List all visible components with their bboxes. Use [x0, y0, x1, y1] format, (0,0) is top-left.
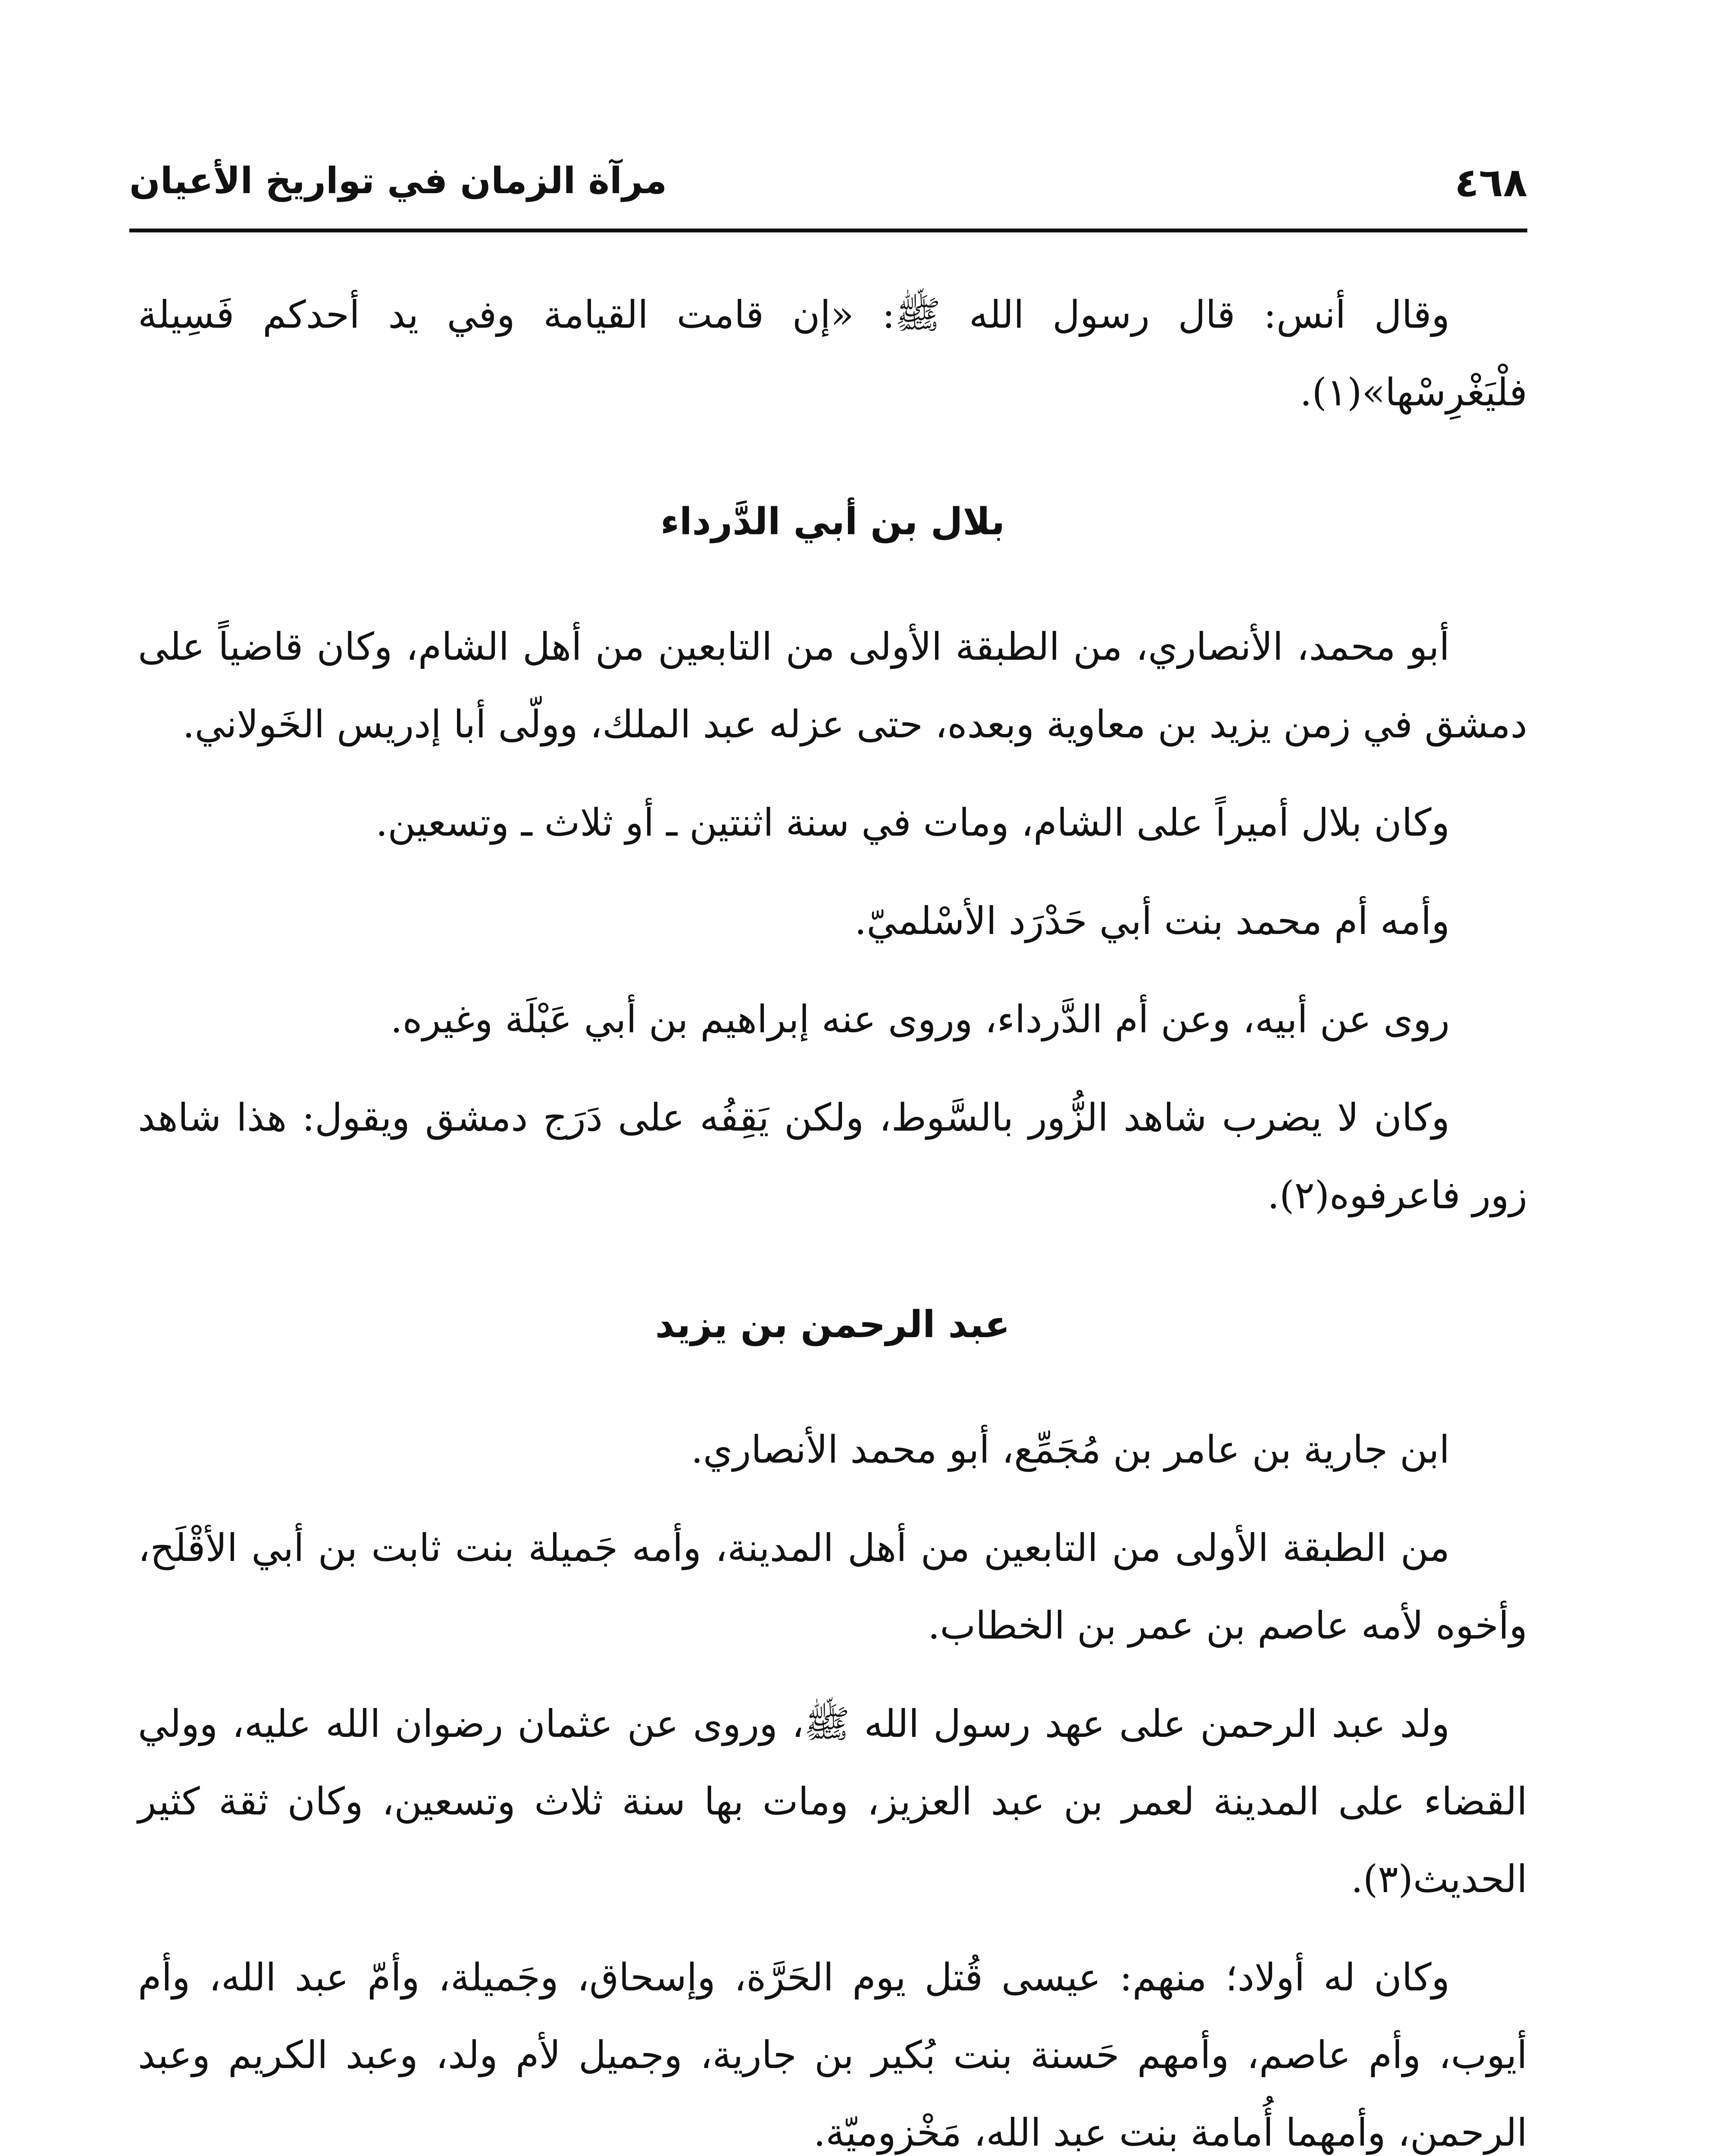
running-title: مرآة الزمان في تواريخ الأعيان [129, 160, 667, 202]
paragraph: ابن جارية بن عامر بن مُجَمِّع، أبو محمد الأنصاري. [691, 1427, 1450, 1472]
paragraph: روى عن أبيه، وعن أم الدَّرداء، وروى عنه إبراهيم بن أبي عَبْلَة وغيره. [390, 997, 1450, 1041]
paragraph: وكان له أولاد؛ منهم: عيسى قُتل يوم الحَرَّة، وإسحاق، وجَميلة، وأمّ عبد الله، وأم أيوب، وأم عاصم، وأمهم حَسنة بنت بُكير بن جارية، وجميل لأم ولد، وعبد الكريم وعبد الرحمن، وأمهما أُمامة بنت عبد الله، مَخْزوميّة. [138, 1955, 1527, 2155]
paragraph: وكان لا يضرب شاهد الزُّور بالسَّوط، ولكن يَقِفُه على دَرَج دمشق ويقول: هذا شاهد زور فاعرفوه(٢). [138, 1095, 1527, 1217]
paragraph: وقال أنس: قال رسول الله ﷺ: «إن قامت القيامة وفي يد أحدكم فَسِيلة فلْيَغْرِسْها»(١). [138, 292, 1527, 414]
paragraph: وكان بلال أميراً على الشام، ومات في سنة اثنتين ـ أو ثلاث ـ وتسعين. [375, 800, 1450, 845]
paragraph: أبو محمد، الأنصاري، من الطبقة الأولى من التابعين من أهل الشام، وكان قاضياً على دمشق في زمن يزيد بن معاوية وبعده، حتى عزله عبد الملك، وولّى أبا إدريس الخَولاني. [138, 624, 1527, 746]
section-heading: عبد الرحمن بن يزيد [655, 1303, 1010, 1346]
paragraph: ولد عبد الرحمن على عهد رسول الله ﷺ، وروى عن عثمان رضوان الله عليه، وولي القضاء على المدينة لعمر بن عبد العزيز، ومات بها سنة ثلاث وتسعين، وكان ثقة كثير الحديث(٣). [138, 1702, 1527, 1901]
page-number: ٤٦٨ [1454, 160, 1527, 206]
paragraph: وأمه أم محمد بنت أبي حَدْرَد الأسْلميّ. [854, 899, 1450, 943]
section-heading: بلال بن أبي الدَّرداء [660, 500, 1005, 543]
header-divider [129, 229, 1527, 232]
main-text [138, 276, 1527, 2156]
paragraph: من الطبقة الأولى من التابعين من أهل المدينة، وأمه جَميلة بنت ثابت بن أبي الأقْلَح، وأخوه لأمه عاصم بن عمر بن الخطاب. [138, 1526, 1527, 1648]
page-header [129, 155, 1527, 216]
